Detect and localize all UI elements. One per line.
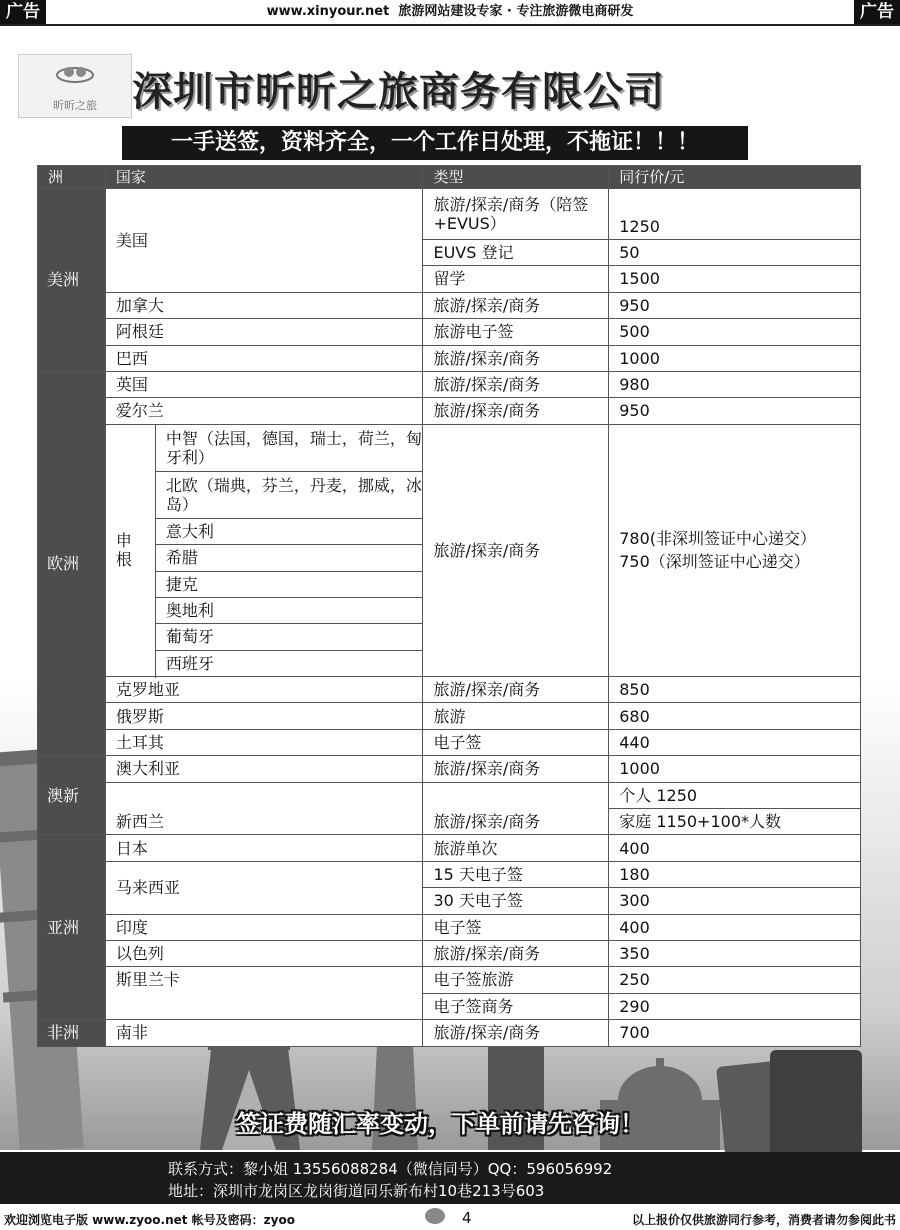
page-number: 4 [462,1209,472,1227]
country-cell: 巴西 [105,345,423,371]
table-row [38,345,861,371]
table-row [38,371,861,397]
contact-bar [0,1152,900,1204]
country-cell: 南非 [105,1020,423,1046]
country-cell: 以色列 [105,940,423,966]
type-cell: 电子签 [423,914,609,940]
country-cell: 土耳其 [105,729,423,755]
type-cell: 电子签旅游 [423,967,609,993]
price-cell: 家庭 1150+100*人数 [609,809,861,835]
logo-text: 昕昕之旅 [53,99,97,112]
type-cell: 旅游单次 [423,835,609,861]
type-cell: EUVS 登记 [423,240,609,266]
table-row [38,940,861,966]
contact-info: 联系方式：黎小姐 13556088284（微信同号）QQ：596056992 [168,1160,613,1178]
table-row [38,967,861,993]
table-row [38,703,861,729]
header-type: 类型 [423,166,609,189]
price-cell: 350 [609,940,861,966]
table-row [38,835,861,861]
price-cell: 950 [609,398,861,424]
country-cell: 美国 [105,189,423,293]
type-cell: 旅游电子签 [423,319,609,345]
ad-tag-right: 广告 [854,0,900,24]
schengen-price-2: 750（深圳签证中心递交） [619,552,810,572]
type-cell: 旅游/探亲/商务 [423,424,609,676]
visa-price-table [37,165,861,1047]
country-cell: 俄罗斯 [105,703,423,729]
type-cell: 旅游/探亲/商务 [423,371,609,397]
site-tagline: 旅游网站建设专家 · 专注旅游微电商研发 [398,4,634,19]
schengen-member: 西班牙 [155,650,423,676]
price-cell: 950 [609,292,861,318]
country-cell: 克罗地亚 [105,677,423,703]
table-row [38,1020,861,1046]
type-cell: 旅游/探亲/商务 [423,345,609,371]
type-cell: 旅游/探亲/商务 [423,292,609,318]
header-country: 国家 [105,166,423,189]
table-row [38,782,861,808]
table-row [38,861,861,887]
type-cell: 旅游 [423,703,609,729]
price-cell: 1000 [609,756,861,782]
table-row [38,292,861,318]
bottom-right-text: 以上报价仅供旅游同行参考，消费者请勿参阅此书 [631,1213,896,1227]
type-cell: 电子签 [423,729,609,755]
price-cell: 1000 [609,345,861,371]
price-cell: 980 [609,371,861,397]
price-cell: 1250 [609,189,861,240]
type-cell: 旅游/探亲/商务 [423,756,609,782]
price-cell: 50 [609,240,861,266]
country-cell: 马来西亚 [105,861,423,914]
type-cell: 15 天电子签 [423,861,609,887]
table-row [38,319,861,345]
table-row [38,398,861,424]
bottom-bar [0,1207,900,1230]
schengen-price-1: 780(非深圳签证中心递交） [619,529,817,549]
continent-cell: 澳新 [38,756,106,835]
type-cell: 旅游/探亲/商务（陪签+EVUS） [423,189,609,240]
schengen-member: 意大利 [155,518,423,544]
schengen-label: 申根 [105,424,155,676]
site-link[interactable]: www.xinyour.net [266,4,390,19]
table-row [38,677,861,703]
table-row [38,424,861,471]
country-cell: 澳大利亚 [105,756,423,782]
schengen-member: 葡萄牙 [155,624,423,650]
continent-cell: 亚洲 [38,835,106,1020]
table-row [38,729,861,755]
price-cell: 700 [609,1020,861,1046]
price-cell: 400 [609,835,861,861]
country-cell: 斯里兰卡 [105,967,423,1020]
continent-cell: 非洲 [38,1020,106,1046]
exchange-rate-notice: 签证费随汇率变动，下单前请先咨询！ [236,1110,644,1138]
table-header-row [38,166,861,189]
schengen-member: 希腊 [155,545,423,571]
schengen-member: 奥地利 [155,597,423,623]
price-cell: 440 [609,729,861,755]
type-cell: 电子签商务 [423,993,609,1019]
table-row [38,914,861,940]
top-banner-text [0,0,900,24]
slogan-banner: 一手送签，资料齐全，一个工作日处理，不拖证！！！ [122,126,748,160]
country-cell: 日本 [105,835,423,861]
contact-address: 地址：深圳市龙岗区龙岗街道同乐新布村10巷213号603 [168,1182,545,1200]
top-banner [0,0,900,26]
type-cell: 旅游/探亲/商务 [423,677,609,703]
type-cell: 旅游/探亲/商务 [423,782,609,835]
country-cell: 爱尔兰 [105,398,423,424]
price-cell: 180 [609,861,861,887]
type-cell: 旅游/探亲/商务 [423,1020,609,1046]
schengen-member: 中智（法国，德国，瑞士，荷兰，匈牙利） [155,424,423,471]
type-cell: 旅游/探亲/商务 [423,398,609,424]
bottom-left-text: 欢迎浏览电子版 www.zyoo.net 帐号及密码：zyoo [4,1213,295,1227]
country-cell: 新西兰 [105,782,423,835]
company-logo [18,54,132,118]
price-cell: 680 [609,703,861,729]
price-cell: 400 [609,914,861,940]
table-row [38,756,861,782]
header-price: 同行价/元 [609,166,861,189]
country-cell: 阿根廷 [105,319,423,345]
price-cell [609,424,861,676]
price-cell: 500 [609,319,861,345]
schengen-member: 捷克 [155,571,423,597]
country-cell: 印度 [105,914,423,940]
price-cell: 250 [609,967,861,993]
price-cell: 850 [609,677,861,703]
type-cell: 旅游/探亲/商务 [423,940,609,966]
type-cell: 30 天电子签 [423,888,609,914]
logo-mark-icon [55,59,95,91]
country-cell: 英国 [105,371,423,397]
price-cell: 个人 1250 [609,782,861,808]
continent-cell: 美洲 [38,189,106,372]
schengen-member: 北欧（瑞典，芬兰，丹麦，挪威，冰岛） [155,471,423,518]
price-cell: 290 [609,993,861,1019]
price-cell: 300 [609,888,861,914]
ad-tag-left: 广告 [0,0,46,24]
type-cell: 留学 [423,266,609,292]
company-name: 深圳市昕昕之旅商务有限公司 [132,69,665,115]
price-cell: 1500 [609,266,861,292]
country-cell: 加拿大 [105,292,423,318]
continent-cell: 欧洲 [38,371,106,755]
header-continent: 洲 [38,166,106,189]
